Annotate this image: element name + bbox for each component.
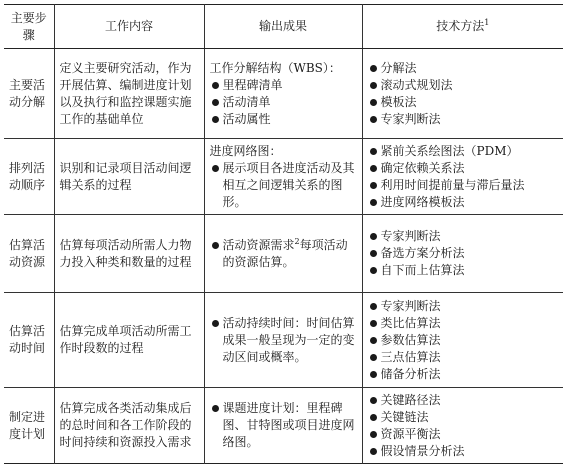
method-item: 利用时间提前量与滞后量法 [368,177,559,194]
method-item: 自下而上估算法 [368,262,559,279]
table-row [4,139,563,215]
table-row [4,215,563,293]
method-list [368,298,559,383]
output-list [210,160,357,211]
output-list [210,315,357,366]
output-cell [204,139,362,215]
method-cell [362,388,563,464]
step-cell: 制定进度计划 [9,409,46,441]
method-item: 假设情景分析法 [368,443,559,460]
content-cell: 定义主要研究活动，作为开展估算、编制进度计划以及执行和监控课题实施工作的基础单位 [54,49,204,139]
output-cell [204,49,362,139]
method-list [368,392,559,460]
method-item: 储备分析法 [368,366,559,383]
header-output: 输出成果 [204,5,362,49]
output-item: 里程碑清单 [210,77,357,94]
method-item: 模板法 [368,94,559,111]
method-cell [362,139,563,215]
method-list [368,143,559,211]
output-item-text: 活动资源需求 [222,237,295,252]
content-cell: 估算完成各类活动集成后的总时间和各工作阶段的时间持续和资源投入需求 [54,388,204,464]
table-row [4,293,563,388]
method-item: 资源平衡法 [368,426,559,443]
method-item: 专家判断法 [368,298,559,315]
header-method [362,5,563,49]
method-item: 关键链法 [368,409,559,426]
step-cell: 估算活动资源 [4,215,54,293]
output-cell [204,215,362,293]
header-method-label: 技术方法 [436,19,485,33]
output-item-rest: 每项活动的资源估算。 [222,237,348,269]
output-item: 展示项目各进度活动及其相互之间逻辑关系的图形。 [210,160,357,211]
method-item: 三点估算法 [368,349,559,366]
table-row [4,388,563,464]
output-item: 活动清单 [210,94,357,111]
footnote-marker: 2 [294,236,300,246]
output-lead: 工作分解结构（WBS）： [209,60,341,75]
method-item: 确定依赖关系法 [368,160,559,177]
step-cell: 排列活动顺序 [4,139,54,215]
output-item: 活动属性 [210,111,357,128]
header-content: 工作内容 [54,5,204,49]
table-row [4,49,563,139]
content-cell: 估算每项活动所需人力物力投入种类和数量的过程 [54,215,204,293]
method-item: 紧前关系绘图法（PDM） [368,143,559,160]
method-list [368,228,559,279]
step-cell: 估算活动时间 [4,293,54,388]
output-item: 活动持续时间：时间估算成果一般呈现为一定的变动区间或概率。 [210,315,357,366]
method-item: 备选方案分析法 [368,245,559,262]
method-cell [362,49,563,139]
header-step: 主要步骤 [4,5,54,49]
output-item: 课题进度计划：里程碑图、甘特图或项目进度网络图。 [210,400,357,451]
method-list [368,60,559,128]
method-item: 进度网络模板法 [368,194,559,211]
method-item: 滚动式规划法 [368,77,559,94]
header-row [4,5,563,49]
output-cell [204,293,362,388]
method-item: 类比估算法 [368,315,559,332]
output-list [210,77,357,128]
output-lead: 进度网络图： [209,143,282,158]
method-item: 分解法 [368,60,559,77]
method-item: 参数估算法 [368,332,559,349]
method-cell [362,215,563,293]
output-list [210,400,357,451]
output-item [210,237,357,271]
content-cell: 识别和记录项目活动间逻辑关系的过程 [54,139,204,215]
footnote-marker: 1 [484,18,490,27]
method-item: 专家判断法 [368,228,559,245]
step-cell: 主要活动分解 [4,49,54,139]
output-cell [204,388,362,464]
output-list [210,237,357,271]
method-item: 关键路径法 [368,392,559,409]
method-item: 专家判断法 [368,111,559,128]
schedule-management-table [4,4,563,464]
method-cell [362,293,563,388]
content-cell: 估算完成单项活动所需工作时段数的过程 [54,293,204,388]
